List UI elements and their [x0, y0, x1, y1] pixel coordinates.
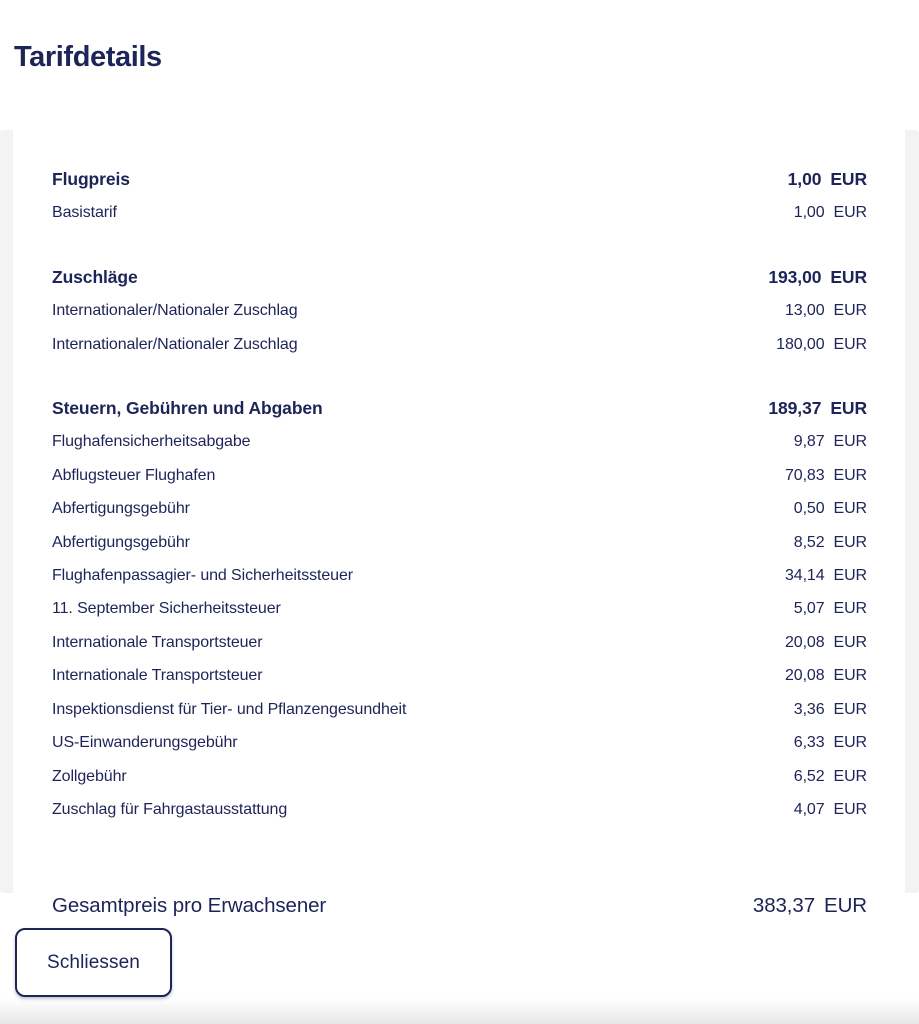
fare-item-label: Flughafensicherheitsabgabe: [52, 433, 251, 451]
fare-item-amount: [785, 459, 867, 492]
currency-label: EUR: [833, 204, 867, 222]
fare-item-label: Flughafenpassagier- und Sicherheitssteuer: [52, 567, 353, 585]
fare-section-zuschlaege: [52, 261, 867, 361]
fare-section-label: Zuschläge: [52, 266, 138, 287]
amount-value: 13,00: [784, 302, 825, 320]
fare-line-item: [52, 294, 867, 327]
fare-line-item: [52, 726, 867, 759]
fare-item-label: Inspektionsdienst für Tier- und Pflanzengesundheit: [52, 700, 407, 718]
close-button[interactable]: Schliessen: [15, 928, 172, 997]
fare-section-amount: [768, 261, 867, 294]
amount-value: 1,00: [793, 204, 825, 222]
amount-value: 34,14: [784, 567, 825, 585]
currency-label: EUR: [833, 734, 867, 752]
fare-item-amount: [794, 726, 867, 759]
fare-item-amount: [794, 693, 867, 726]
fare-item-amount: [794, 760, 867, 793]
amount-value: 193,00: [768, 266, 822, 287]
fare-section-header: [52, 392, 867, 425]
fare-line-item: [52, 760, 867, 793]
fare-item-amount: [785, 659, 867, 692]
amount-value: 3,36: [793, 700, 825, 718]
fare-line-item: [52, 196, 867, 229]
fare-item-amount: [785, 626, 867, 659]
fare-total-row: [52, 889, 867, 923]
fare-line-item: [52, 592, 867, 625]
fare-item-amount: [785, 294, 867, 327]
fare-item-amount: [794, 793, 867, 826]
fare-item-label: Abflugsteuer Flughafen: [52, 466, 216, 484]
fare-item-amount: [794, 425, 867, 458]
fare-item-label: Internationale Transportsteuer: [52, 633, 263, 651]
fare-item-amount: [794, 592, 867, 625]
currency-label: EUR: [833, 433, 867, 451]
currency-label: EUR: [833, 335, 867, 353]
fare-section-label: Flugpreis: [52, 169, 130, 189]
amount-value: 383,37: [752, 894, 816, 918]
amount-value: 8,52: [793, 533, 825, 551]
amount-value: 20,08: [784, 633, 825, 651]
fare-item-label: Abfertigungsgebühr: [52, 533, 190, 551]
fare-section-header: [52, 261, 867, 294]
fare-item-label: US-Einwanderungsgebühr: [52, 734, 238, 752]
fare-item-label: Zuschlag für Fahrgastausstattung: [52, 800, 288, 818]
fare-section-flugpreis: [52, 163, 867, 230]
amount-value: 6,52: [793, 767, 825, 785]
currency-label: EUR: [833, 800, 867, 818]
fare-line-item: [52, 328, 867, 361]
amount-value: 5,07: [793, 600, 825, 618]
fare-line-item: [52, 693, 867, 726]
fare-line-item: [52, 526, 867, 559]
fare-line-item: [52, 492, 867, 525]
fare-item-label: 11. September Sicherheitssteuer: [52, 600, 281, 618]
fare-item-amount: [794, 492, 867, 525]
amount-value: 9,87: [793, 433, 825, 451]
fare-item-amount: [785, 559, 867, 592]
currency-label: EUR: [833, 466, 867, 484]
fare-section-amount: [788, 163, 867, 196]
fare-total-label: Gesamtpreis pro Erwachsener: [52, 894, 327, 918]
page-title: Tarifdetails: [14, 41, 162, 74]
amount-value: 1,00: [787, 169, 822, 189]
amount-value: 70,83: [784, 466, 825, 484]
currency-label: EUR: [833, 567, 867, 585]
fare-item-label: Abfertigungsgebühr: [52, 500, 190, 518]
fare-item-label: Internationale Transportsteuer: [52, 667, 263, 685]
currency-label: EUR: [833, 700, 867, 718]
fare-section-amount: [768, 392, 867, 425]
fare-line-item: [52, 793, 867, 826]
fare-item-amount: [794, 196, 867, 229]
currency-label: EUR: [833, 667, 867, 685]
fare-total-amount: [753, 889, 867, 923]
currency-label: EUR: [833, 633, 867, 651]
fare-section-steuern: [52, 392, 867, 826]
currency-label: EUR: [824, 894, 867, 918]
currency-label: EUR: [833, 500, 867, 518]
fare-details-card: [13, 130, 905, 918]
fare-details-panel: [0, 130, 919, 918]
currency-label: EUR: [833, 767, 867, 785]
fare-item-amount: [776, 328, 867, 361]
fare-item-label: Internationaler/Nationaler Zuschlag: [52, 302, 298, 320]
fare-section-header: [52, 163, 867, 196]
currency-label: EUR: [833, 302, 867, 320]
currency-label: EUR: [830, 169, 867, 189]
amount-value: 4,07: [793, 800, 825, 818]
fare-section-label: Steuern, Gebühren und Abgaben: [52, 398, 323, 419]
fare-item-amount: [794, 526, 867, 559]
amount-value: 6,33: [793, 734, 825, 752]
fare-line-item: [52, 425, 867, 458]
footer-fade-divider: [0, 998, 919, 1024]
fare-item-label: Zollgebühr: [52, 767, 127, 785]
fare-line-item: [52, 659, 867, 692]
currency-label: EUR: [833, 600, 867, 618]
currency-label: EUR: [830, 266, 867, 287]
fare-line-item: [52, 559, 867, 592]
amount-value: 20,08: [784, 667, 825, 685]
fare-line-item: [52, 626, 867, 659]
amount-value: 180,00: [776, 335, 825, 353]
currency-label: EUR: [830, 398, 867, 419]
fare-line-item: [52, 459, 867, 492]
amount-value: 0,50: [793, 500, 825, 518]
currency-label: EUR: [833, 533, 867, 551]
fare-item-label: Internationaler/Nationaler Zuschlag: [52, 335, 298, 353]
fare-item-label: Basistarif: [52, 204, 117, 222]
amount-value: 189,37: [768, 398, 822, 419]
